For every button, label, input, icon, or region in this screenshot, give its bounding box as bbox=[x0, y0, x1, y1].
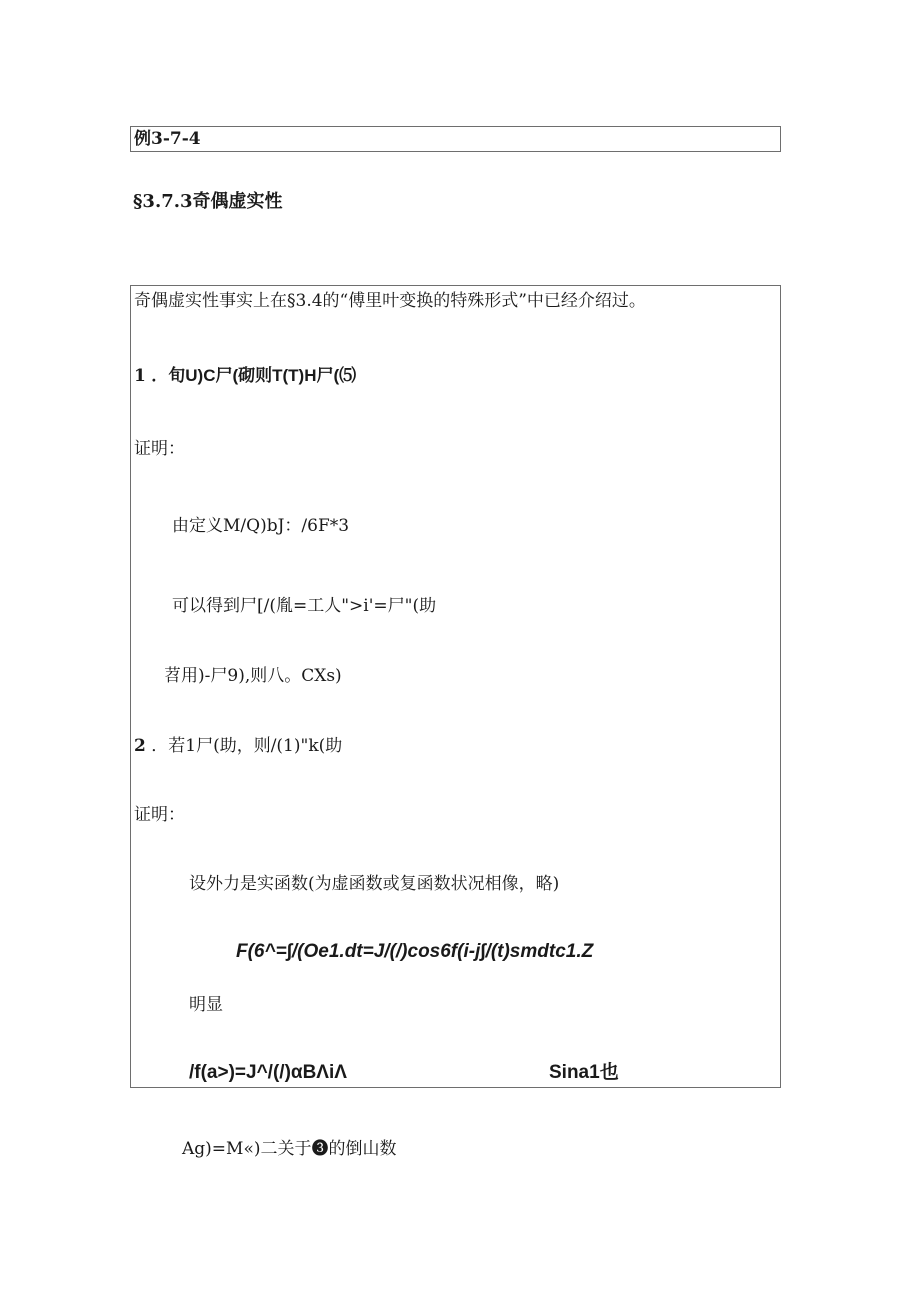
content-box bbox=[130, 285, 781, 1088]
footer-formula: Ag)=M«)二关于❸的倒山数 bbox=[182, 1139, 397, 1159]
proof-1-label: 证明： bbox=[134, 439, 185, 459]
item-1 bbox=[134, 365, 356, 387]
proof-1-derivation: 可以得到尸[/(胤=工人">i'=尸"(助 bbox=[172, 596, 437, 616]
proof-1-conclusion: 苕用)-尸9),则八。CXs) bbox=[164, 666, 342, 686]
item-2-text: ．若1尸(助，则/(1)"k(助 bbox=[151, 736, 343, 756]
section-heading: §3.7.3奇偶虚实性 bbox=[133, 191, 283, 212]
proof-2-label: 证明： bbox=[134, 805, 185, 825]
formula-2-right: Sina1也 bbox=[549, 1062, 619, 1083]
fourier-formula: F(6^=∫/(Oe1.dt=J/(/)cos6f(i-j∫/(t)smdtc1.Z bbox=[236, 941, 594, 962]
example-label: 例3-7-4 bbox=[134, 129, 201, 149]
item-1-number: 1 bbox=[134, 366, 146, 386]
obvious-label: 明显 bbox=[189, 995, 223, 1015]
intro-text: 奇偶虚实性事实上在§3.4的“傅里叶变换的特殊形式”中已经介绍过。 bbox=[134, 291, 646, 311]
item-1-text: ．旬U)C尸(砌则T(T)H尸(⑸ bbox=[151, 366, 357, 385]
item-2 bbox=[134, 735, 342, 757]
item-2-number: 2 bbox=[134, 736, 146, 756]
proof-2-assumption: 设外力是实函数(为虚函数或复函数状况相像，略) bbox=[189, 874, 560, 894]
proof-1-definition: 由定义M/Q)bJ：/6F*3 bbox=[172, 516, 350, 536]
formula-2-left: /f(a>)=J^/(/)αBΛiΛ bbox=[189, 1062, 347, 1083]
example-box bbox=[130, 126, 781, 152]
